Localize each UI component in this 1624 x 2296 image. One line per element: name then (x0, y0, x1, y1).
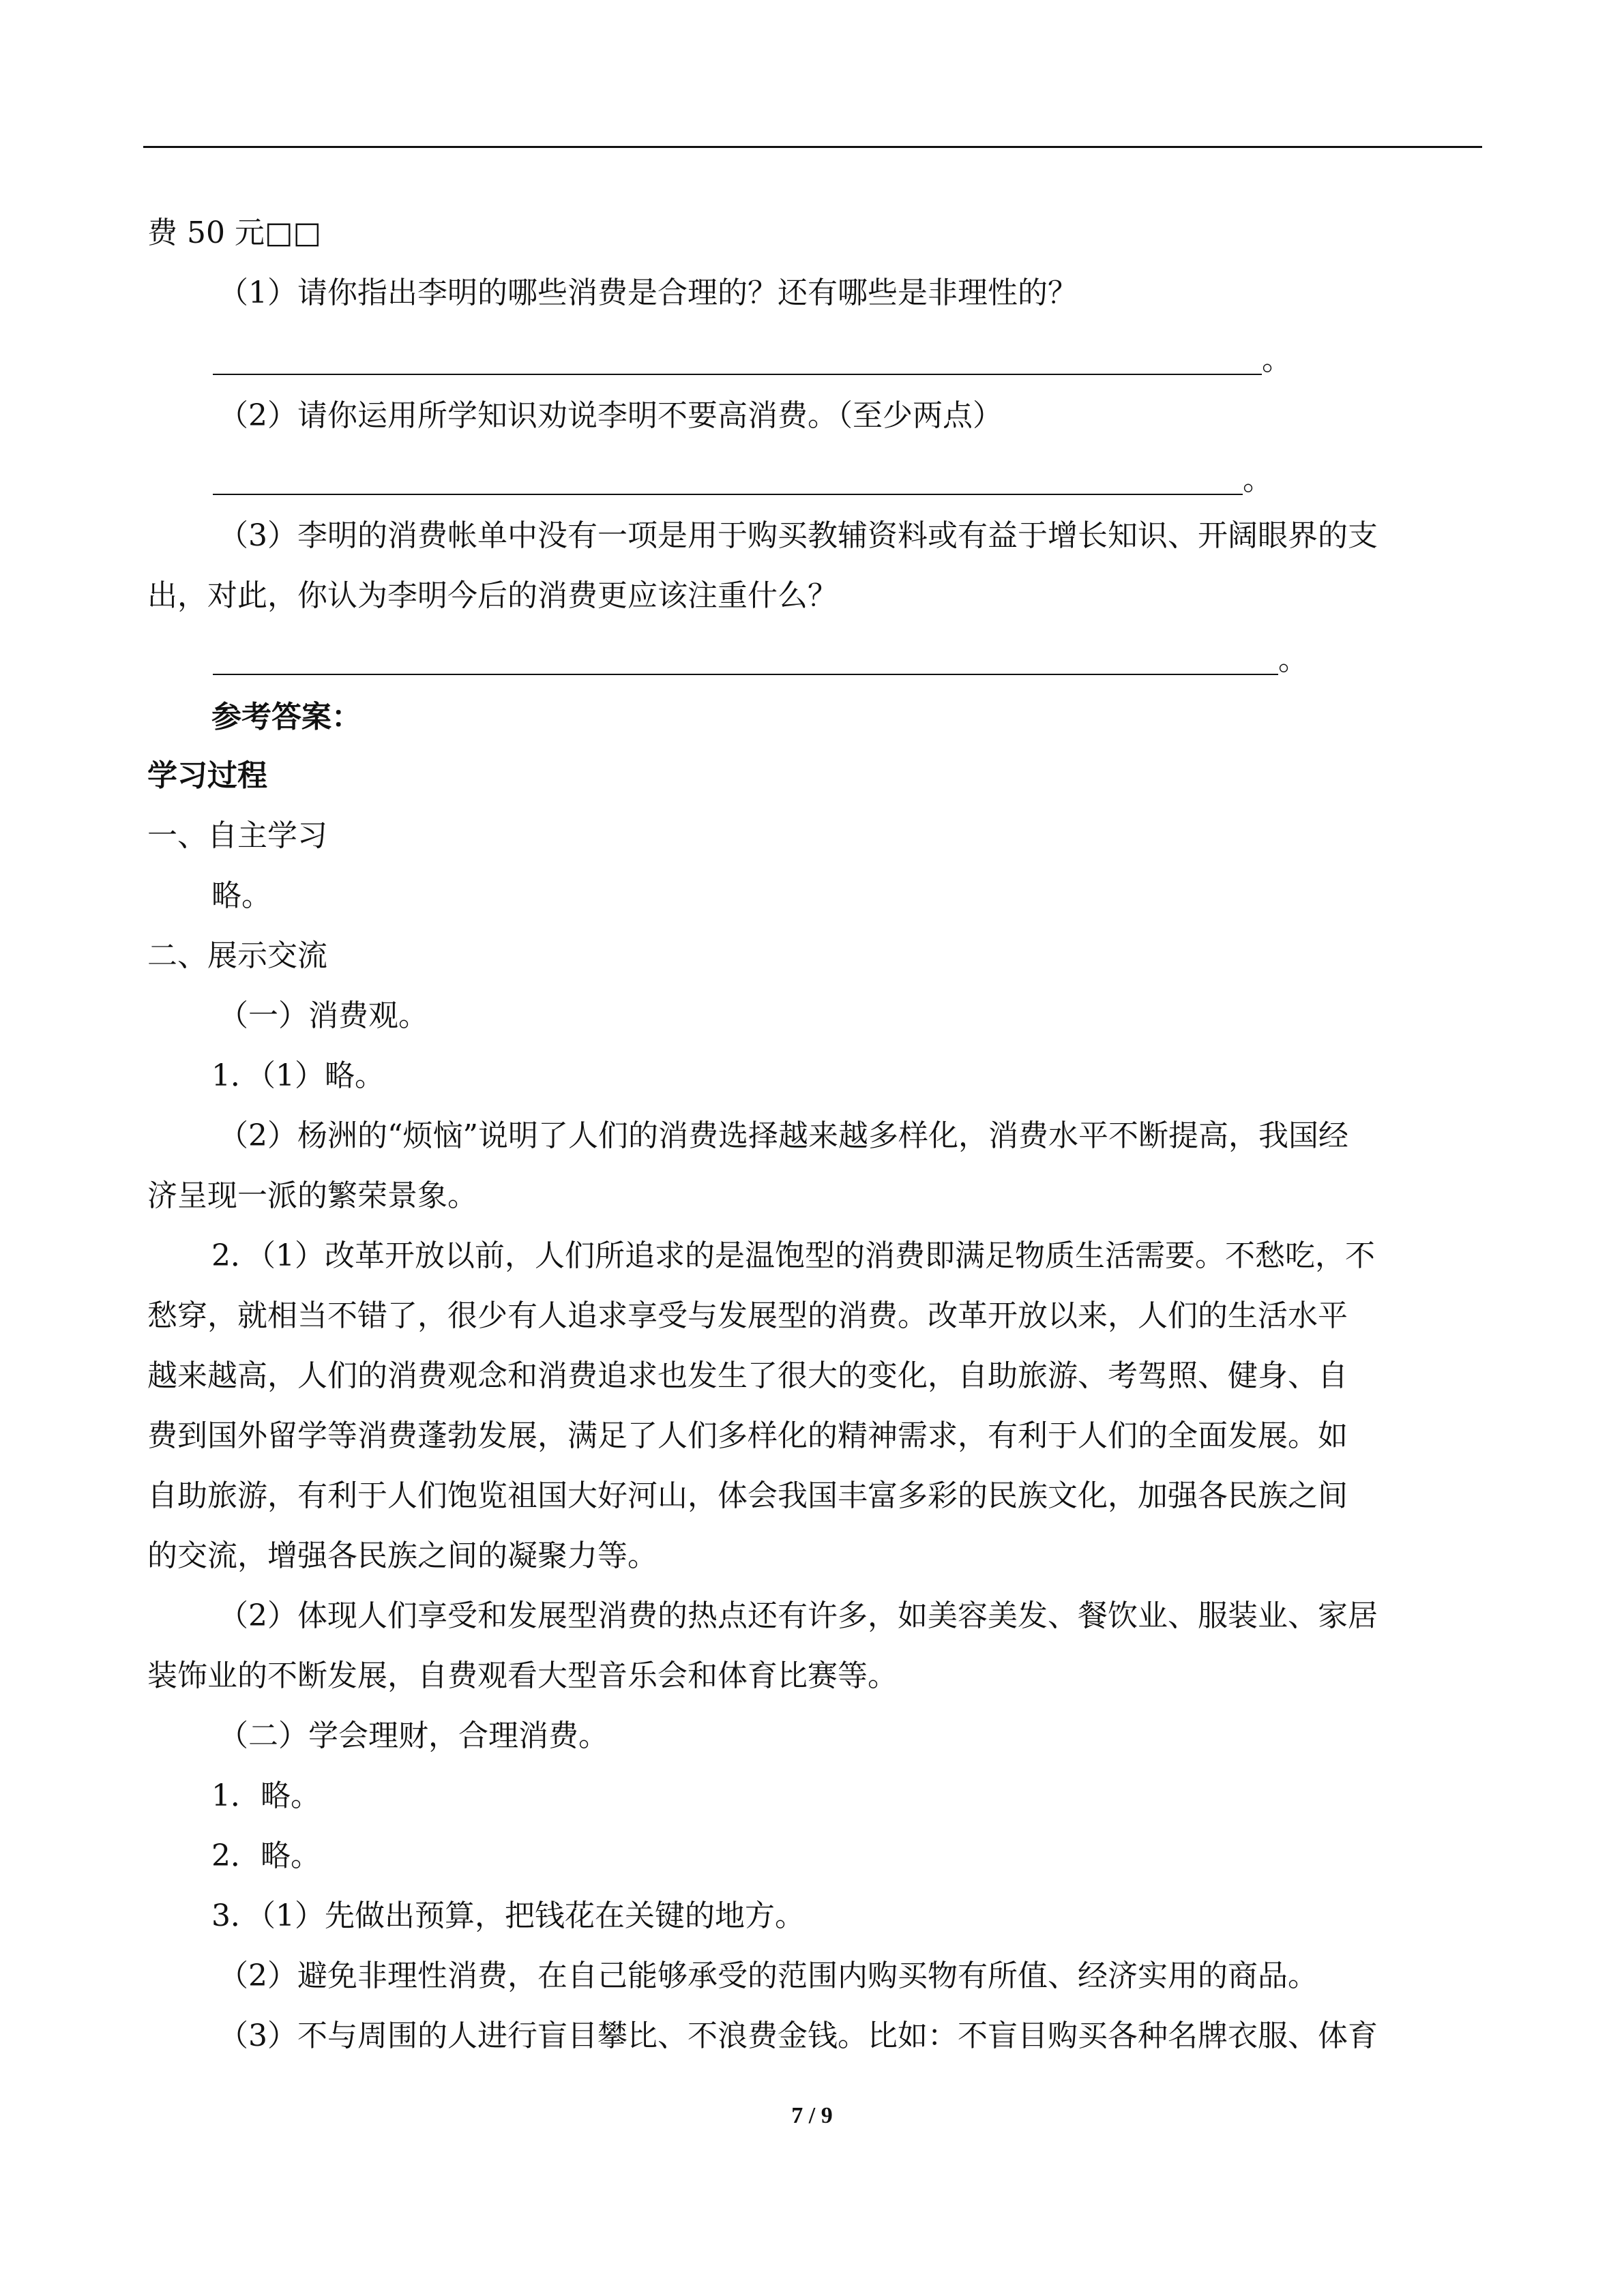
text-line: 的交流，增强各民族之间的凝聚力等。 (147, 1538, 658, 1573)
text-line: 济呈现一派的繁荣景象。 (147, 1178, 477, 1213)
section-heading: 学习过程 (147, 758, 267, 793)
text-line: 越来越高，人们的消费观念和消费追求也发生了很大的变化，自助旅游、考驾照、健身、自 (147, 1358, 1348, 1393)
text-line: 1．略。 (211, 1778, 321, 1813)
answer-heading: 参考答案： (211, 700, 361, 734)
text-line: 3．（1）先做出预算，把钱花在关键的地方。 (211, 1898, 805, 1933)
text-line: 愁穿，就相当不错了，很少有人追求享受与发展型的消费。改革开放以来，人们的生活水平 (147, 1298, 1348, 1333)
text-line: （2）避免非理性消费，在自己能够承受的范围内购买物有所值、经济实用的商品。 (218, 1958, 1318, 1993)
answer-blank-3[interactable] (213, 674, 1278, 675)
question-1: （1）请你指出李明的哪些消费是合理的？还有哪些是非理性的？ (218, 275, 1078, 310)
text-line: 自助旅游，有利于人们饱览祖国大好河山，体会我国丰富多彩的民族文化，加强各民族之间 (147, 1478, 1348, 1513)
text-line: （一）消费观。 (218, 998, 428, 1033)
question-3: （3）李明的消费帐单中没有一项是用于购买教辅资料或有益于增长知识、开阔眼界的支 (218, 518, 1378, 553)
text-line: 出，对此，你认为李明今后的消费更应该注重什么？ (147, 578, 838, 613)
text-line: （3）不与周围的人进行盲目攀比、不浪费金钱。比如：不盲目购买各种名牌衣服、体育 (218, 2018, 1378, 2053)
section-title: 一、自主学习 (147, 818, 327, 853)
text-line: 费 50 元□□ (147, 215, 322, 250)
text-line: （2）杨洲的“烦恼”说明了人们的消费选择越来越多样化，消费水平不断提高，我国经 (218, 1118, 1348, 1153)
answer-period: 。 (1278, 642, 1308, 677)
text-line: 装饰业的不断发展，自费观看大型音乐会和体育比赛等。 (147, 1658, 898, 1693)
text-line: 费到国外留学等消费蓬勃发展，满足了人们多样化的精神需求，有利于人们的全面发展。如 (147, 1418, 1348, 1453)
header-rule (143, 146, 1482, 148)
text-line: 2．（1）改革开放以前，人们所追求的是温饱型的消费即满足物质生活需要。不愁吃，不 (211, 1238, 1375, 1273)
answer-blank-2[interactable] (213, 494, 1243, 495)
question-2: （2）请你运用所学知识劝说李明不要高消费。（至少两点） (218, 398, 1003, 433)
text-line: 略。 (211, 878, 271, 913)
text-line: （二）学会理财，合理消费。 (218, 1718, 608, 1753)
text-line: 1．（1）略。 (211, 1058, 385, 1093)
section-title: 二、展示交流 (147, 938, 327, 973)
answer-period: 。 (1262, 342, 1292, 377)
page-number: 7 / 9 (791, 2103, 833, 2128)
text-line: （2）体现人们享受和发展型消费的热点还有许多，如美容美发、餐饮业、服装业、家居 (218, 1598, 1378, 1633)
answer-period: 。 (1243, 462, 1273, 497)
answer-blank-1[interactable] (213, 374, 1262, 375)
text-line: 2．略。 (211, 1838, 321, 1873)
